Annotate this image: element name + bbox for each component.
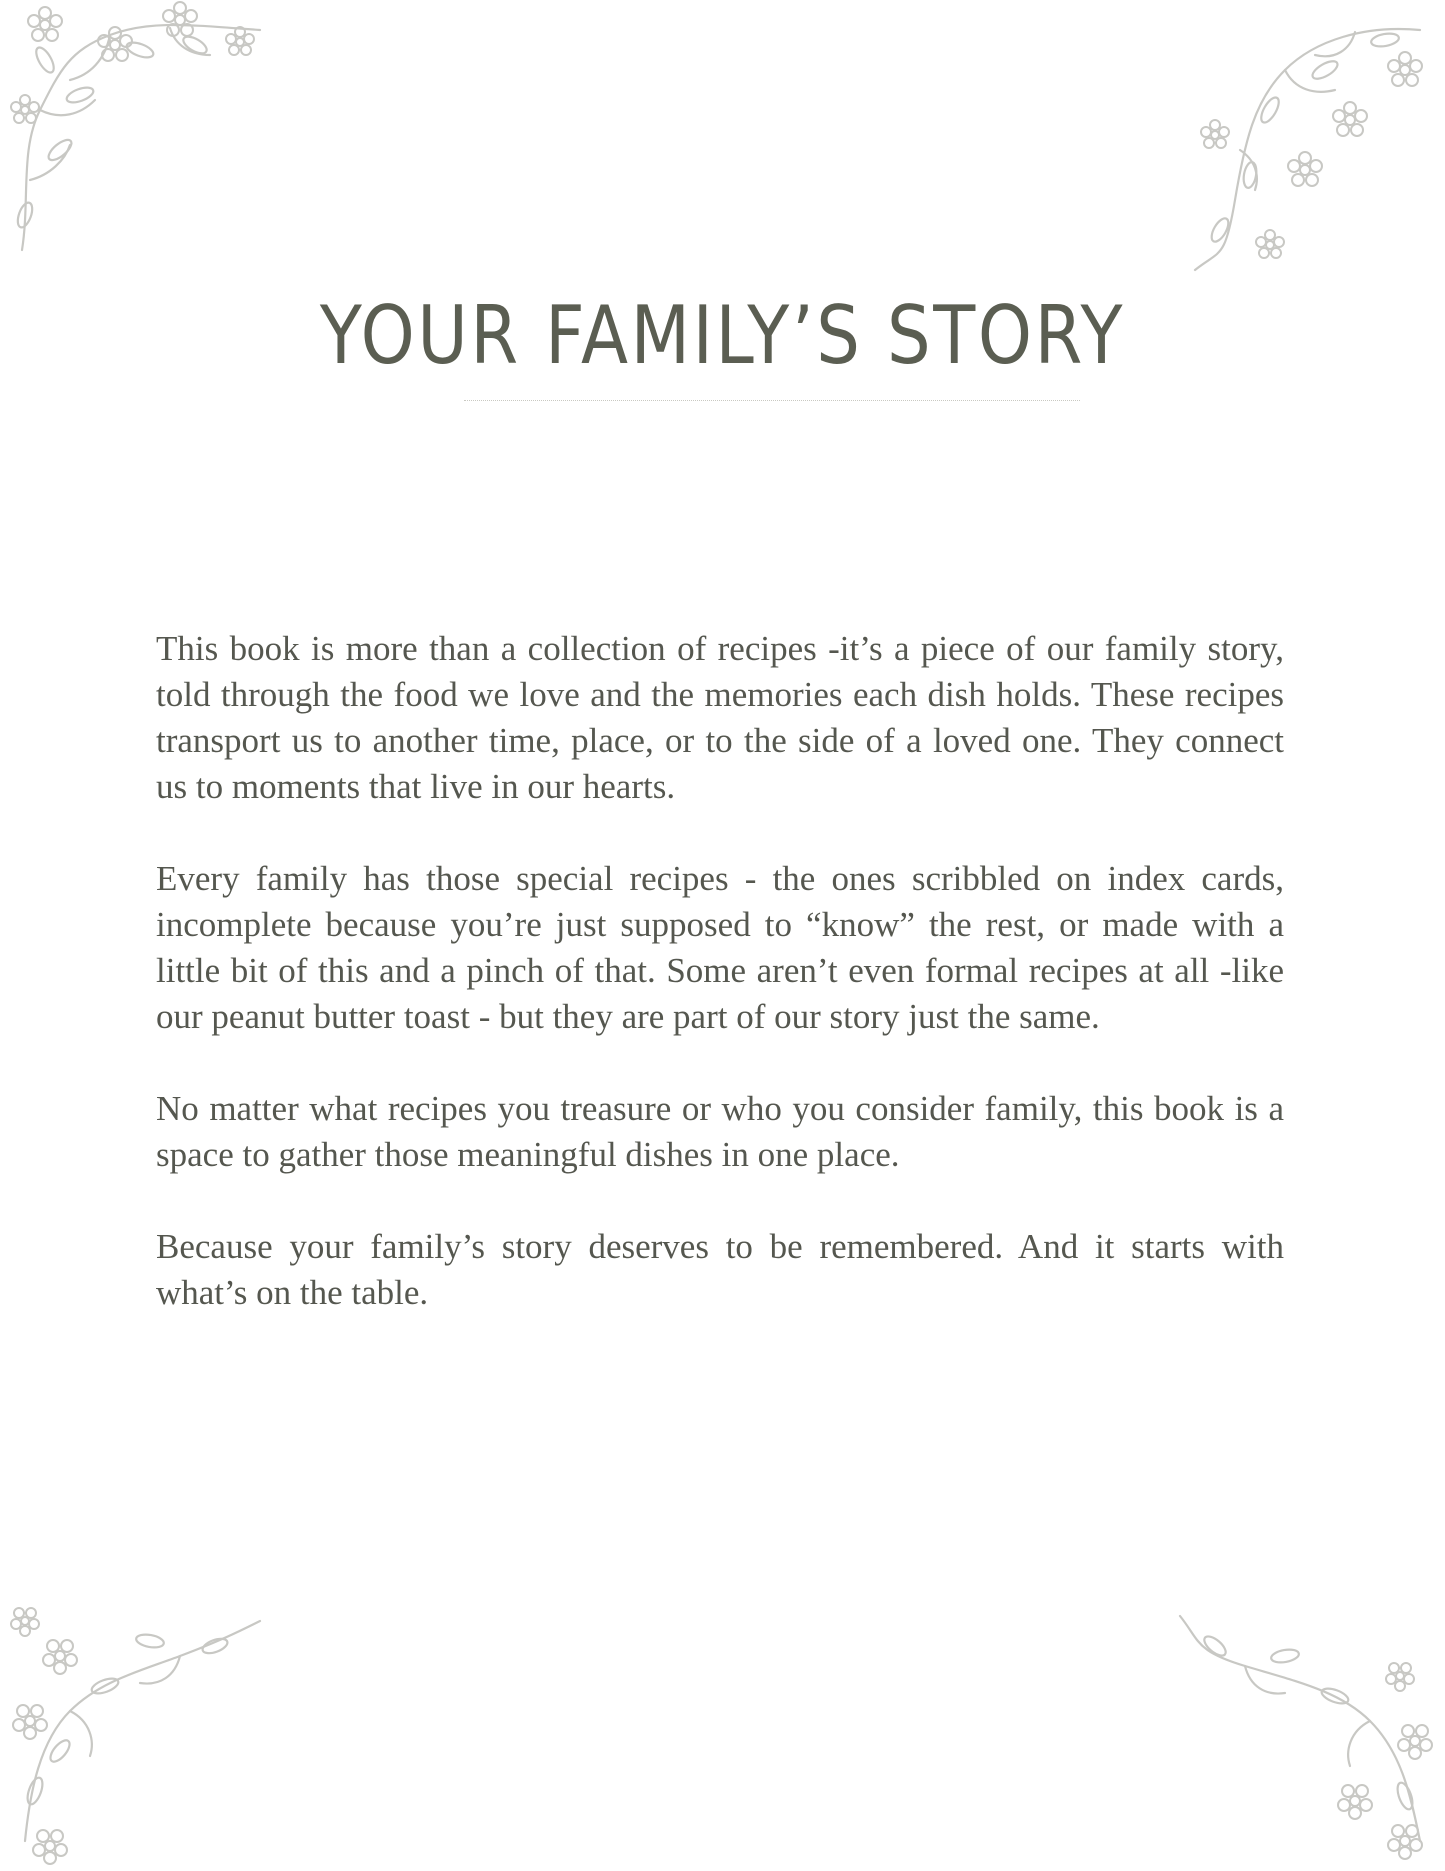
story-paragraph-1: This book is more than a collection of recipes -it’s a piece of our family story, told through the food we love and the memories each dish holds. These recipes transport us to another time, place, or to the side of a loved one. They connect us to moments that live in our hearts. [156, 629, 1284, 806]
story-paragraph-2: Every family has those special recipes - the ones scribbled on index cards, incomplete because you’re just supposed to “know” the rest, or made with a little bit of this and a pinch of that. Some aren’t even formal recipes at all -like our peanut butter toast - but they are part of our story just the same. [156, 859, 1284, 1036]
floral-corner-bottom-left-icon [0, 1591, 280, 1871]
story-body [156, 626, 1284, 1316]
floral-corner-top-left-icon [0, 0, 280, 280]
floral-corner-top-right-icon [1165, 0, 1445, 280]
story-paragraph-3: No matter what recipes you treasure or who you consider family, this book is a space to gather those meaningful dishes in one place. [156, 1089, 1284, 1174]
page-title: YOUR FAMILY’S STORY [319, 289, 1126, 382]
title-divider [464, 400, 1080, 401]
story-paragraph-4: Because your family’s story deserves to be remembered. And it starts with what’s on the table. [156, 1227, 1284, 1312]
floral-corner-bottom-right-icon [1165, 1591, 1445, 1871]
